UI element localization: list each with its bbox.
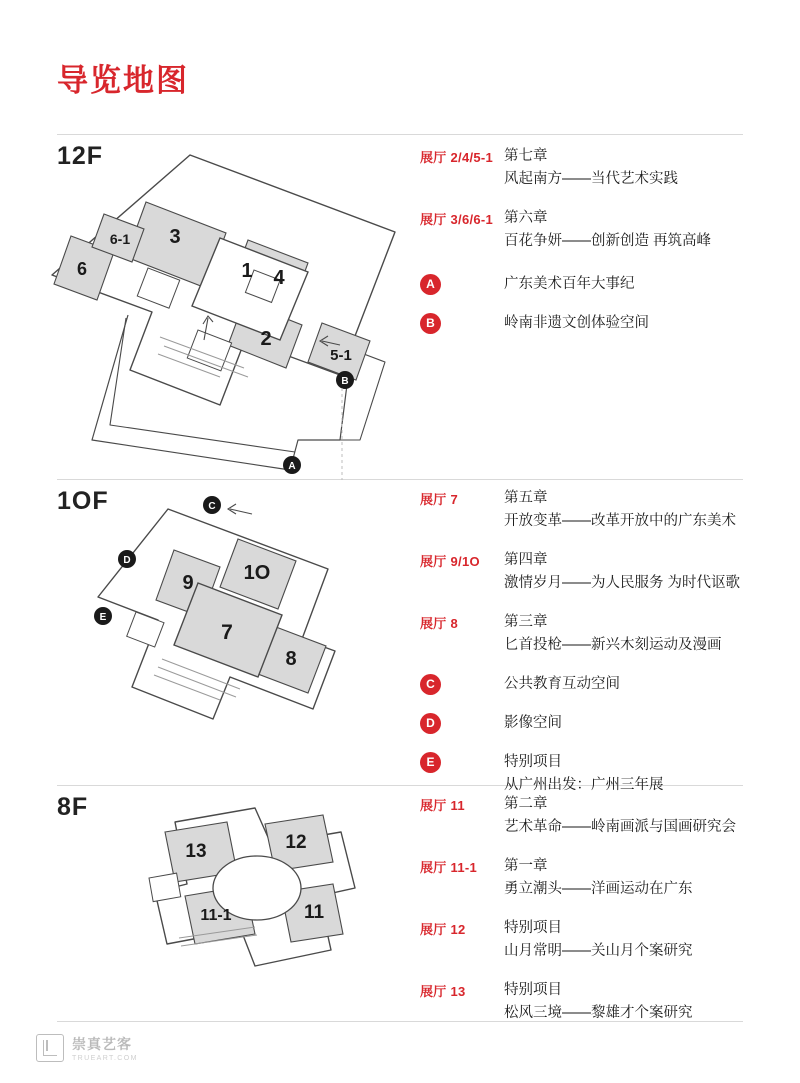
legend-line: 激情岁月——为人民服务 为时代讴歌 xyxy=(504,575,741,591)
brand-logo-icon xyxy=(36,1034,64,1062)
legend-badge-c xyxy=(420,673,504,696)
divider-12f xyxy=(57,134,743,135)
room-label-9: 9 xyxy=(182,572,194,594)
legend-line: 广东美术百年大事纪 xyxy=(504,276,635,292)
badge-label: E xyxy=(420,752,441,773)
legend-badge-d xyxy=(420,712,504,735)
room-label-6: 6 xyxy=(76,259,88,279)
legend-key: 展厅 7 xyxy=(420,492,459,507)
room-label-1: 1 xyxy=(241,260,253,282)
room-label-3: 3 xyxy=(169,226,181,248)
svg-text:B: B xyxy=(341,376,349,387)
svg-text:D: D xyxy=(123,555,131,566)
legend-text xyxy=(504,979,693,1025)
room-label-11-1: 11-1 xyxy=(200,907,232,924)
page-title: 导览地图 xyxy=(57,63,189,98)
legend-key: 展厅 9/1O xyxy=(420,554,480,569)
room-label-8: 8 xyxy=(285,648,297,670)
legend-key: 展厅 11-1 xyxy=(420,860,478,875)
legend-line: 艺术革命——岭南画派与国画研究会 xyxy=(504,819,736,835)
legend-key: 展厅 8 xyxy=(420,616,459,631)
map-marker-a xyxy=(283,456,301,474)
legend-item xyxy=(420,273,711,296)
legend-line: 风起南方——当代艺术实践 xyxy=(504,171,678,187)
room-label-11: 11 xyxy=(303,902,325,923)
floor-label-8f: 8F xyxy=(57,793,89,821)
legend-item xyxy=(420,673,740,696)
legend-line: 影像空间 xyxy=(504,715,562,731)
legend-8f xyxy=(420,793,736,1041)
room-label-12: 12 xyxy=(285,832,307,853)
floor-label-12f: 12F xyxy=(57,142,104,170)
legend-line: 山月常明——关山月个案研究 xyxy=(504,943,693,959)
legend-text xyxy=(504,855,693,901)
legend-line: 从广州出发：广州三年展 xyxy=(504,777,664,793)
room-label-6-1: 6-1 xyxy=(109,231,131,247)
legend-line: 百花争妍——创新创造 再筑高峰 xyxy=(504,233,712,249)
legend-key: 展厅 12 xyxy=(420,922,466,937)
room-label-5-1: 5-1 xyxy=(330,347,352,364)
badge-label: D xyxy=(420,713,441,734)
legend-text xyxy=(504,611,722,657)
legend-line: 第七章 xyxy=(504,148,548,164)
legend-line: 第六章 xyxy=(504,210,548,226)
legend-item xyxy=(420,611,740,657)
legend-item xyxy=(420,751,740,797)
legend-12f xyxy=(420,145,711,351)
room-label-7: 7 xyxy=(221,621,233,644)
legend-text xyxy=(504,312,649,335)
footer-watermark xyxy=(36,1034,138,1062)
room-label-13: 13 xyxy=(185,841,207,862)
legend-text xyxy=(504,793,736,839)
legend-item xyxy=(420,979,736,1025)
legend-item xyxy=(420,793,736,839)
map-marker-c xyxy=(203,496,221,514)
legend-key: 展厅 3/6/6-1 xyxy=(420,212,494,227)
legend-item xyxy=(420,549,740,595)
legend-line: 第一章 xyxy=(504,858,548,874)
legend-badge-b xyxy=(420,312,504,335)
legend-key: 展厅 11 xyxy=(420,798,465,813)
map-marker-b xyxy=(336,371,354,389)
room-label-4: 4 xyxy=(273,267,285,289)
floor-plan-8f xyxy=(105,800,405,1015)
map-marker-d xyxy=(118,550,136,568)
legend-text xyxy=(504,145,678,191)
svg-text:C: C xyxy=(208,501,216,512)
legend-key: 展厅 2/4/5-1 xyxy=(420,150,494,165)
legend-text xyxy=(504,673,620,696)
brand-name: 崇真艺客 xyxy=(72,1036,132,1052)
room-label-2: 2 xyxy=(260,328,272,350)
badge-label: A xyxy=(420,274,441,295)
legend-item xyxy=(420,712,740,735)
legend-text xyxy=(504,751,664,797)
legend-key: 展厅 13 xyxy=(420,984,466,999)
legend-line: 特别项目 xyxy=(504,920,562,936)
legend-line: 勇立潮头——洋画运动在广东 xyxy=(504,881,693,897)
legend-text xyxy=(504,207,711,253)
legend-line: 第四章 xyxy=(504,552,548,568)
legend-text xyxy=(504,487,736,533)
legend-line: 第五章 xyxy=(504,490,548,506)
legend-line: 公共教育互动空间 xyxy=(504,676,620,692)
legend-text xyxy=(504,549,740,595)
legend-line: 特别项目 xyxy=(504,754,562,770)
legend-line: 特别项目 xyxy=(504,982,562,998)
floor-plan-12f xyxy=(40,140,420,480)
room-label-10: 1O xyxy=(243,562,271,584)
legend-text xyxy=(504,917,693,963)
badge-label: B xyxy=(420,313,441,334)
legend-badge-e xyxy=(420,751,504,797)
floor-label-10f: 1OF xyxy=(57,487,109,515)
legend-line: 开放变革——改革开放中的广东美术 xyxy=(504,513,736,529)
legend-10f xyxy=(420,487,740,813)
floor-plan-10f xyxy=(70,487,400,777)
legend-line: 匕首投枪——新兴木刻运动及漫画 xyxy=(504,637,722,653)
legend-line: 第三章 xyxy=(504,614,548,630)
legend-item xyxy=(420,207,711,253)
legend-item xyxy=(420,917,736,963)
legend-item xyxy=(420,312,711,335)
legend-text xyxy=(504,273,635,296)
legend-item xyxy=(420,145,711,191)
svg-text:A: A xyxy=(288,461,296,472)
brand-domain: TRUEART.COM xyxy=(72,1055,138,1062)
legend-item xyxy=(420,855,736,901)
legend-item xyxy=(420,487,740,533)
legend-badge-a xyxy=(420,273,504,296)
legend-line: 岭南非遗文创体验空间 xyxy=(504,315,649,331)
svg-text:E: E xyxy=(99,612,107,623)
legend-line: 松风三境——黎雄才个案研究 xyxy=(504,1005,693,1021)
map-marker-e xyxy=(94,607,112,625)
badge-label: C xyxy=(420,674,441,695)
legend-text xyxy=(504,712,562,735)
legend-line: 第二章 xyxy=(504,796,548,812)
